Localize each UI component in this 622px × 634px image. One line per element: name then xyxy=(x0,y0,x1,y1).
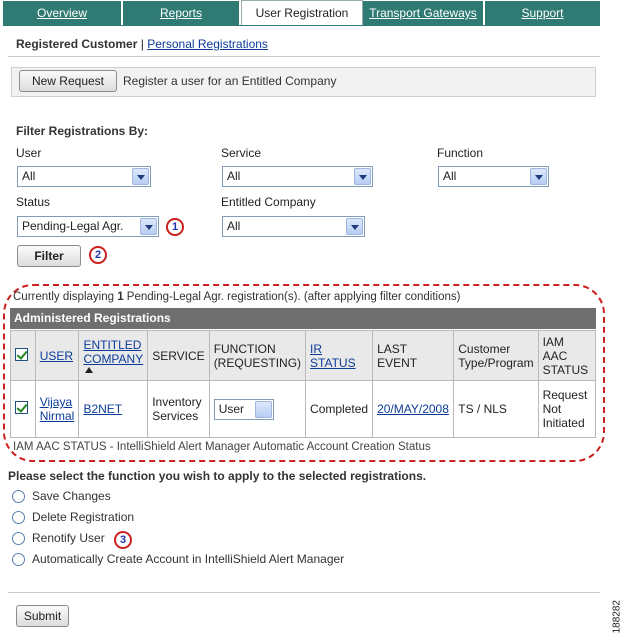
tab-user-registration[interactable]: User Registration xyxy=(241,0,363,26)
header-select-cell xyxy=(11,331,36,381)
service-filter-label: Service xyxy=(221,146,262,160)
column-header-user[interactable]: USER xyxy=(39,348,74,363)
results-count: 1 xyxy=(117,291,124,303)
divider xyxy=(8,56,600,57)
column-header-service: SERVICE xyxy=(152,348,205,363)
status-filter-value: Pending-Legal Agr. xyxy=(22,219,124,233)
filter-heading: Filter Registrations By: xyxy=(16,124,149,138)
function-filter-label: Function xyxy=(437,146,484,160)
registrations-table-title: Administered Registrations xyxy=(10,308,596,329)
entitled-company-filter-value: All xyxy=(227,219,241,233)
personal-registrations-link[interactable]: Personal Registrations xyxy=(147,37,268,51)
chevron-down-icon xyxy=(530,168,547,185)
iam-status-cell: Request Not Initiated xyxy=(542,388,588,430)
ir-status-cell: Completed xyxy=(310,402,369,416)
function-select-value: User xyxy=(218,401,245,416)
function-filter-value: All xyxy=(443,169,457,183)
new-request-button[interactable]: New Request xyxy=(19,70,117,92)
user-link[interactable]: Vijaya Nirmal xyxy=(39,395,75,423)
results-info xyxy=(13,291,460,303)
filter-button[interactable]: Filter xyxy=(17,245,81,267)
column-header-entitled-company[interactable]: ENTITLED COMPANY xyxy=(83,338,144,366)
subnav-separator: | xyxy=(140,37,144,51)
chevron-down-icon xyxy=(132,168,149,185)
tab-support[interactable]: Support xyxy=(485,1,600,25)
column-header-iam-status: IAM AAC STATUS xyxy=(542,334,589,377)
select-all-checkbox[interactable] xyxy=(15,348,28,361)
tab-transport-gateways[interactable]: Transport Gateways xyxy=(363,1,485,25)
radio-button[interactable] xyxy=(12,490,25,503)
user-filter-label: User xyxy=(16,146,42,160)
main-tabs xyxy=(3,0,600,26)
chevron-down-icon xyxy=(140,218,157,235)
column-header-customer-type: Customer Type/Program xyxy=(458,341,534,370)
function-select[interactable] xyxy=(214,399,274,420)
last-event-link[interactable]: 20/MAY/2008 xyxy=(377,402,449,416)
column-header-last-event: LAST EVENT xyxy=(377,341,418,370)
entitled-company-link[interactable]: B2NET xyxy=(83,402,123,416)
chevron-down-icon xyxy=(255,401,272,418)
radio-button[interactable] xyxy=(12,553,25,566)
divider xyxy=(8,592,600,593)
figure-number: 188282 xyxy=(611,600,622,634)
column-header-ir-status[interactable]: IR STATUS xyxy=(310,341,356,370)
option-label: Save Changes xyxy=(32,489,111,503)
new-request-description: Register a user for an Entitled Company xyxy=(123,74,337,88)
option-label: Renotify User xyxy=(32,531,105,545)
function-filter-select[interactable] xyxy=(438,166,549,187)
service-filter-select[interactable] xyxy=(222,166,373,187)
option-label: Automatically Create Account in IntelliShield Alert Manager xyxy=(32,552,345,566)
user-filter-value: All xyxy=(22,169,36,183)
radio-button[interactable] xyxy=(12,511,25,524)
registrations-table xyxy=(10,330,596,438)
chevron-down-icon xyxy=(346,218,363,235)
tab-overview[interactable]: Overview xyxy=(3,1,123,25)
table-row xyxy=(11,381,596,438)
iam-status-legend: IAM AAC STATUS - IntelliShield Alert Manager Automatic Account Creation Status xyxy=(13,441,431,453)
service-cell: Inventory Services xyxy=(152,395,202,423)
customer-type-cell: TS / NLS xyxy=(458,402,507,416)
option-auto-create-account[interactable] xyxy=(12,552,344,566)
status-filter-label: Status xyxy=(16,195,51,209)
option-label: Delete Registration xyxy=(32,510,135,524)
row-select-checkbox[interactable] xyxy=(15,401,28,414)
chevron-down-icon xyxy=(354,168,371,185)
radio-button[interactable] xyxy=(12,532,25,545)
option-renotify-user[interactable] xyxy=(12,531,105,545)
actions-prompt: Please select the function you wish to apply to the selected registrations. xyxy=(8,469,427,483)
sort-ascending-icon xyxy=(85,367,93,373)
tab-reports[interactable]: Reports xyxy=(123,1,241,25)
subnav-current: Registered Customer xyxy=(16,37,138,51)
callout-1: 1 xyxy=(166,218,184,236)
tab-divider xyxy=(3,25,600,26)
callout-2: 2 xyxy=(89,246,107,264)
option-delete-registration[interactable] xyxy=(12,510,134,524)
submit-button[interactable]: Submit xyxy=(16,605,69,627)
callout-3: 3 xyxy=(114,531,132,549)
service-filter-value: All xyxy=(227,169,241,183)
table-header-row xyxy=(11,331,596,381)
status-filter-select[interactable] xyxy=(17,216,159,237)
user-filter-select[interactable] xyxy=(17,166,151,187)
entitled-company-filter-select[interactable] xyxy=(222,216,365,237)
results-info-prefix: Currently displaying xyxy=(13,291,118,303)
entitled-company-filter-label: Entitled Company xyxy=(221,195,316,209)
column-header-function: FUNCTION (REQUESTING) xyxy=(213,341,302,370)
results-info-suffix: Pending-Legal Agr. registration(s). (after applying filter conditions) xyxy=(123,291,461,303)
breadcrumb xyxy=(16,37,268,51)
option-save-changes[interactable] xyxy=(12,489,111,503)
